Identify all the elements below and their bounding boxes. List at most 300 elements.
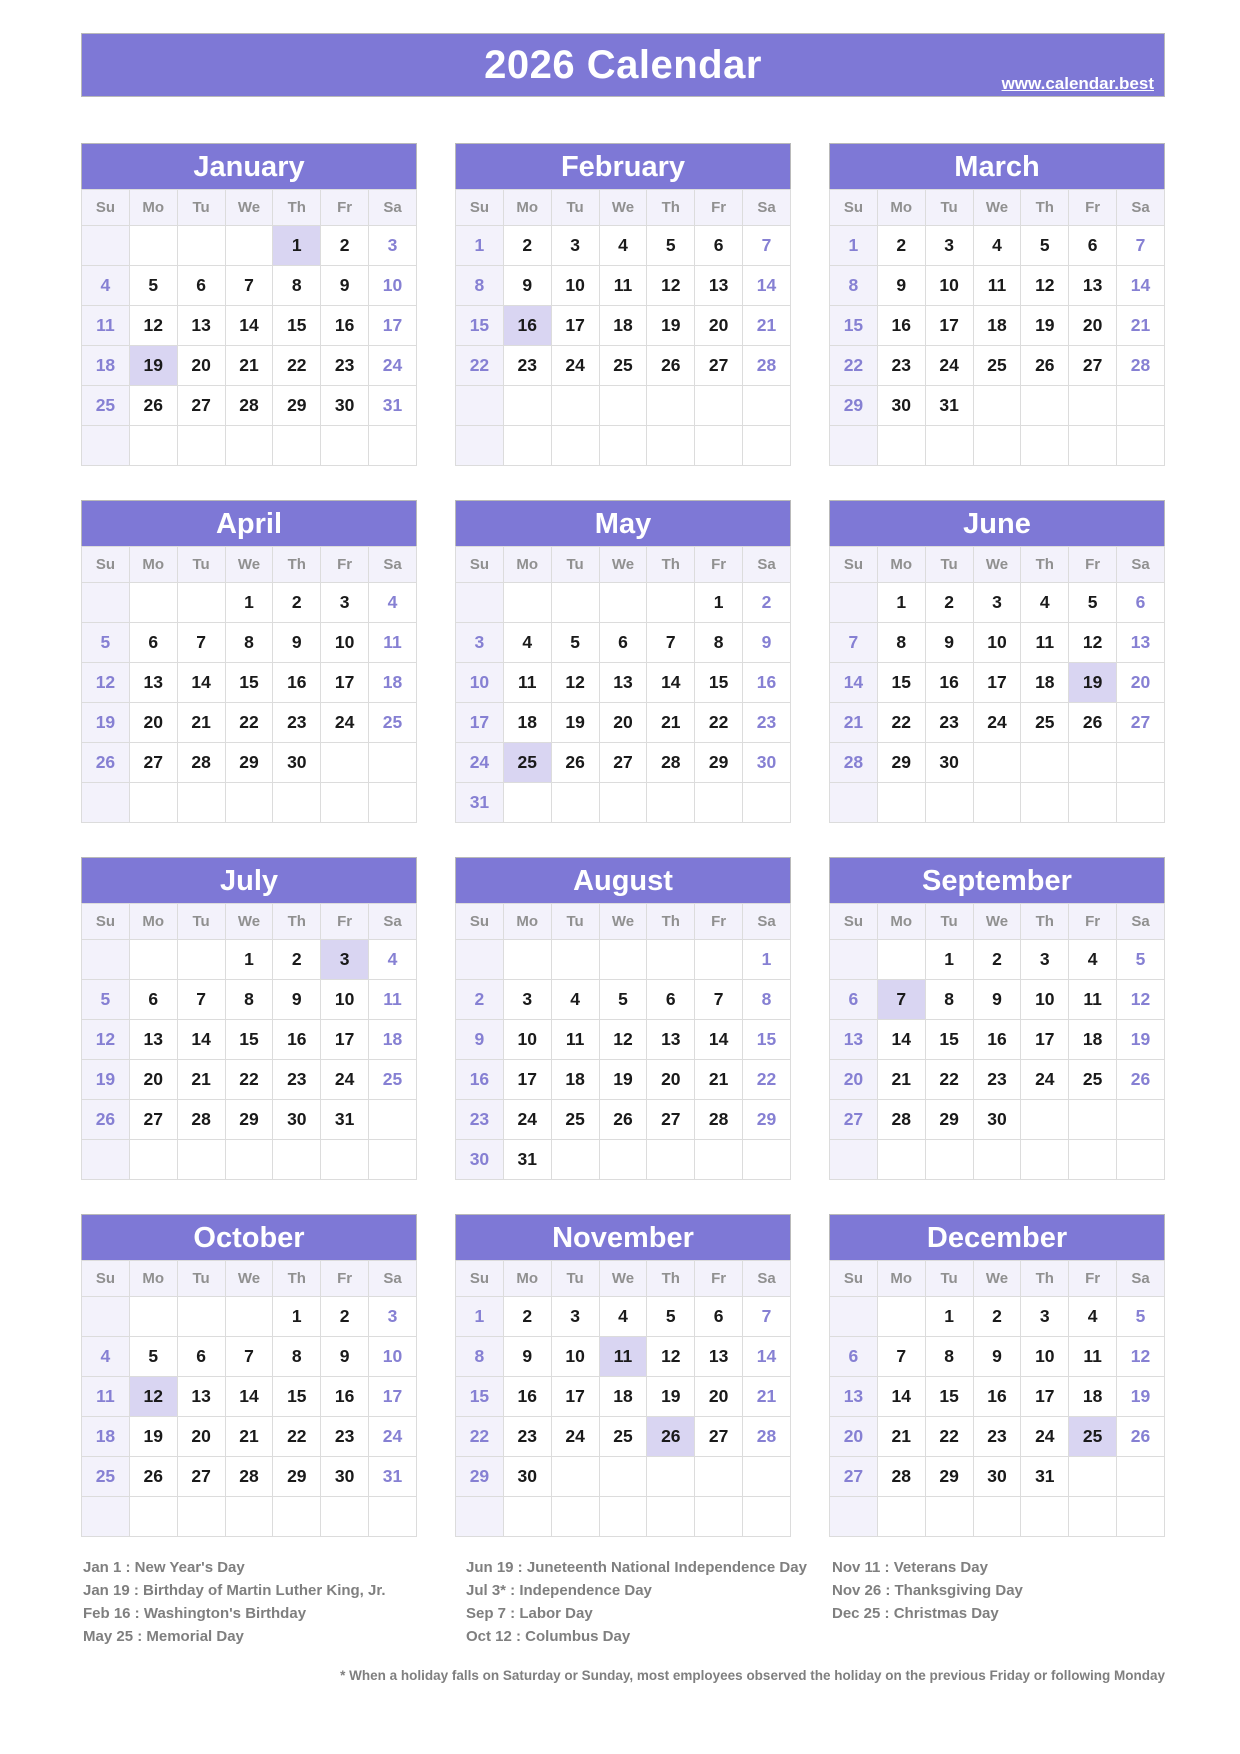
day-cell: 29 [225, 1100, 273, 1140]
day-cell: 21 [743, 306, 791, 346]
day-cell [273, 1497, 321, 1537]
day-cell [177, 1140, 225, 1180]
day-cell: 27 [647, 1100, 695, 1140]
day-cell: 3 [369, 226, 417, 266]
day-header: Fr [1069, 904, 1117, 940]
day-cell: 18 [599, 306, 647, 346]
day-cell [369, 783, 417, 823]
day-cell: 1 [456, 226, 504, 266]
day-cell: 13 [647, 1020, 695, 1060]
day-cell: 26 [1117, 1417, 1165, 1457]
day-header: Th [273, 1261, 321, 1297]
day-cell: 14 [225, 1377, 273, 1417]
day-cell: 16 [321, 1377, 369, 1417]
day-cell: 17 [551, 1377, 599, 1417]
day-cell [973, 386, 1021, 426]
day-cell [1069, 1140, 1117, 1180]
day-cell: 6 [695, 226, 743, 266]
day-cell [129, 583, 177, 623]
month-grid [81, 1260, 417, 1537]
day-cell [369, 1497, 417, 1537]
day-header: Tu [551, 547, 599, 583]
day-header: Su [82, 547, 130, 583]
day-cell: 2 [973, 940, 1021, 980]
day-cell: 4 [369, 940, 417, 980]
day-cell: 16 [273, 1020, 321, 1060]
day-cell: 1 [695, 583, 743, 623]
day-cell: 14 [177, 663, 225, 703]
day-cell: 6 [1069, 226, 1117, 266]
day-cell: 22 [877, 703, 925, 743]
day-cell: 17 [1021, 1377, 1069, 1417]
day-cell [1069, 386, 1117, 426]
day-cell: 16 [456, 1060, 504, 1100]
day-cell: 15 [877, 663, 925, 703]
day-cell: 30 [925, 743, 973, 783]
day-cell [82, 1140, 130, 1180]
day-cell [1117, 1497, 1165, 1537]
day-cell: 17 [503, 1060, 551, 1100]
day-cell: 18 [1069, 1377, 1117, 1417]
day-cell: 18 [1021, 663, 1069, 703]
day-cell: 3 [551, 226, 599, 266]
month-january [81, 143, 417, 466]
holiday-footnote: * When a holiday falls on Saturday or Sunday, most employees observed the holiday on the previous Friday or following Monday [340, 1668, 1165, 1683]
day-cell: 13 [129, 1020, 177, 1060]
day-header: Sa [743, 547, 791, 583]
day-header: Th [647, 190, 695, 226]
day-cell: 24 [551, 1417, 599, 1457]
day-cell: 10 [551, 1337, 599, 1377]
day-cell [456, 583, 504, 623]
day-cell: 27 [695, 346, 743, 386]
day-cell: 12 [82, 1020, 130, 1060]
day-cell [925, 783, 973, 823]
day-cell: 12 [129, 306, 177, 346]
day-cell: 12 [647, 266, 695, 306]
day-cell: 21 [830, 703, 878, 743]
day-cell: 30 [503, 1457, 551, 1497]
day-cell: 2 [321, 1297, 369, 1337]
day-cell: 20 [695, 1377, 743, 1417]
day-cell [743, 1497, 791, 1537]
day-header: Th [1021, 547, 1069, 583]
day-cell [225, 226, 273, 266]
day-cell: 8 [273, 1337, 321, 1377]
day-cell: 11 [503, 663, 551, 703]
day-header: Mo [503, 190, 551, 226]
holiday-entry: May 25 : Memorial Day [83, 1628, 244, 1645]
day-cell: 29 [273, 1457, 321, 1497]
day-cell: 24 [925, 346, 973, 386]
day-cell [273, 426, 321, 466]
day-cell: 29 [456, 1457, 504, 1497]
day-cell: 5 [551, 623, 599, 663]
day-cell: 30 [456, 1140, 504, 1180]
day-cell: 28 [225, 1457, 273, 1497]
day-cell: 13 [177, 306, 225, 346]
day-header: We [973, 547, 1021, 583]
day-cell [177, 1497, 225, 1537]
day-header: Sa [369, 1261, 417, 1297]
day-cell: 23 [743, 703, 791, 743]
day-cell: 30 [273, 743, 321, 783]
day-cell: 22 [225, 703, 273, 743]
day-header: Fr [695, 1261, 743, 1297]
day-header: Fr [695, 190, 743, 226]
day-cell: 21 [647, 703, 695, 743]
day-cell: 20 [129, 703, 177, 743]
day-header: Mo [877, 904, 925, 940]
day-cell [369, 1140, 417, 1180]
day-cell: 16 [321, 306, 369, 346]
day-header: Mo [503, 547, 551, 583]
day-cell: 20 [830, 1060, 878, 1100]
holiday-entry: Dec 25 : Christmas Day [832, 1605, 999, 1622]
day-cell: 15 [225, 1020, 273, 1060]
month-grid [829, 1260, 1165, 1537]
day-cell: 15 [456, 1377, 504, 1417]
day-cell: 4 [599, 1297, 647, 1337]
day-cell [695, 386, 743, 426]
day-cell [503, 783, 551, 823]
month-june [829, 500, 1165, 823]
day-header: Tu [551, 904, 599, 940]
day-cell: 13 [599, 663, 647, 703]
day-cell: 3 [925, 226, 973, 266]
day-cell [321, 743, 369, 783]
month-april [81, 500, 417, 823]
day-cell: 16 [273, 663, 321, 703]
holiday-entry: Jul 3* : Independence Day [466, 1582, 652, 1599]
day-cell [503, 583, 551, 623]
day-cell: 15 [743, 1020, 791, 1060]
day-cell: 24 [456, 743, 504, 783]
day-cell [551, 940, 599, 980]
holiday-day-cell: 12 [129, 1377, 177, 1417]
day-cell: 31 [369, 386, 417, 426]
day-cell: 18 [551, 1060, 599, 1100]
day-cell: 23 [456, 1100, 504, 1140]
day-header: Fr [321, 904, 369, 940]
day-cell: 17 [973, 663, 1021, 703]
day-cell: 1 [456, 1297, 504, 1337]
day-cell: 8 [830, 266, 878, 306]
day-cell [973, 1140, 1021, 1180]
day-cell: 28 [877, 1100, 925, 1140]
day-header: We [599, 190, 647, 226]
day-header: Fr [321, 547, 369, 583]
day-cell [177, 940, 225, 980]
day-cell: 10 [321, 623, 369, 663]
month-december [829, 1214, 1165, 1537]
month-grid [455, 189, 791, 466]
day-cell [321, 1497, 369, 1537]
day-cell: 6 [177, 266, 225, 306]
day-cell [503, 940, 551, 980]
day-cell [551, 1140, 599, 1180]
day-cell: 20 [599, 703, 647, 743]
day-cell: 26 [599, 1100, 647, 1140]
day-cell: 24 [369, 1417, 417, 1457]
day-cell: 9 [503, 266, 551, 306]
day-header: We [973, 1261, 1021, 1297]
day-cell: 30 [743, 743, 791, 783]
day-header: Fr [321, 190, 369, 226]
day-cell [177, 226, 225, 266]
day-cell: 18 [503, 703, 551, 743]
day-header: Th [647, 1261, 695, 1297]
day-cell: 20 [830, 1417, 878, 1457]
day-cell: 25 [369, 1060, 417, 1100]
day-cell: 30 [973, 1100, 1021, 1140]
day-cell: 7 [177, 980, 225, 1020]
day-cell [129, 1297, 177, 1337]
day-cell: 26 [1021, 346, 1069, 386]
day-cell: 21 [177, 703, 225, 743]
day-cell: 23 [273, 703, 321, 743]
day-cell: 6 [129, 623, 177, 663]
day-cell [225, 783, 273, 823]
day-cell: 15 [830, 306, 878, 346]
day-header: Mo [877, 547, 925, 583]
day-cell [647, 583, 695, 623]
day-cell: 7 [225, 1337, 273, 1377]
holiday-entry: Jan 19 : Birthday of Martin Luther King, Jr. [83, 1582, 386, 1599]
month-september [829, 857, 1165, 1180]
day-cell: 11 [1069, 980, 1117, 1020]
day-header: Tu [925, 190, 973, 226]
month-title: February [455, 143, 791, 189]
day-cell: 27 [1117, 703, 1165, 743]
day-cell: 3 [973, 583, 1021, 623]
day-cell: 2 [973, 1297, 1021, 1337]
day-cell [1117, 1457, 1165, 1497]
day-cell: 29 [925, 1457, 973, 1497]
month-title: March [829, 143, 1165, 189]
day-cell: 12 [1021, 266, 1069, 306]
day-cell: 14 [225, 306, 273, 346]
day-cell: 8 [225, 980, 273, 1020]
holiday-day-cell: 25 [503, 743, 551, 783]
day-cell: 28 [1117, 346, 1165, 386]
month-title: April [81, 500, 417, 546]
holiday-legend [83, 1556, 1167, 1648]
holiday-entry: Feb 16 : Washington's Birthday [83, 1605, 307, 1622]
day-cell [743, 783, 791, 823]
day-cell: 23 [973, 1060, 1021, 1100]
day-cell: 18 [599, 1377, 647, 1417]
day-cell: 2 [925, 583, 973, 623]
day-cell: 13 [129, 663, 177, 703]
day-cell [743, 1140, 791, 1180]
day-cell: 16 [503, 1377, 551, 1417]
day-cell: 8 [456, 1337, 504, 1377]
day-cell: 15 [695, 663, 743, 703]
month-grid [455, 903, 791, 1180]
day-cell: 19 [647, 306, 695, 346]
day-cell: 9 [925, 623, 973, 663]
day-cell [877, 783, 925, 823]
month-november [455, 1214, 791, 1537]
month-title: July [81, 857, 417, 903]
day-cell: 4 [503, 623, 551, 663]
day-cell: 24 [551, 346, 599, 386]
day-cell [177, 426, 225, 466]
day-cell [551, 1457, 599, 1497]
day-header: Fr [695, 547, 743, 583]
day-cell [695, 1457, 743, 1497]
day-cell: 1 [273, 1297, 321, 1337]
day-cell: 21 [695, 1060, 743, 1100]
day-cell: 31 [369, 1457, 417, 1497]
day-cell: 2 [321, 226, 369, 266]
day-cell: 23 [503, 1417, 551, 1457]
holiday-entry: Sep 7 : Labor Day [466, 1605, 593, 1622]
month-title: May [455, 500, 791, 546]
day-cell: 26 [1117, 1060, 1165, 1100]
day-cell: 8 [695, 623, 743, 663]
day-cell: 9 [321, 266, 369, 306]
day-cell: 9 [503, 1337, 551, 1377]
day-cell: 19 [82, 703, 130, 743]
day-cell: 19 [1117, 1377, 1165, 1417]
day-cell: 26 [82, 743, 130, 783]
day-header: Tu [925, 547, 973, 583]
day-cell: 22 [456, 1417, 504, 1457]
day-cell: 3 [1021, 940, 1069, 980]
day-cell: 21 [1117, 306, 1165, 346]
day-cell: 31 [456, 783, 504, 823]
day-header: Mo [129, 1261, 177, 1297]
day-cell: 8 [743, 980, 791, 1020]
day-cell: 21 [743, 1377, 791, 1417]
day-header: Su [456, 190, 504, 226]
day-header: Fr [1069, 1261, 1117, 1297]
day-header: Sa [369, 190, 417, 226]
day-header: Sa [1117, 1261, 1165, 1297]
day-cell [177, 1297, 225, 1337]
day-cell: 23 [503, 346, 551, 386]
holiday-column-3 [832, 1556, 1167, 1648]
day-header: Mo [129, 547, 177, 583]
day-cell: 30 [973, 1457, 1021, 1497]
day-cell: 4 [82, 266, 130, 306]
day-cell [647, 1497, 695, 1537]
day-cell: 31 [925, 386, 973, 426]
day-cell [647, 783, 695, 823]
day-cell: 13 [695, 1337, 743, 1377]
day-cell [925, 426, 973, 466]
day-cell: 9 [273, 623, 321, 663]
day-header: We [225, 904, 273, 940]
day-header: Tu [551, 190, 599, 226]
website-link[interactable]: www.calendar.best [1001, 74, 1154, 93]
day-cell: 15 [925, 1377, 973, 1417]
day-header: Th [273, 190, 321, 226]
holiday-day-cell: 26 [647, 1417, 695, 1457]
day-cell [82, 1297, 130, 1337]
day-cell: 5 [647, 226, 695, 266]
month-title: January [81, 143, 417, 189]
day-header: We [973, 190, 1021, 226]
day-cell: 29 [225, 743, 273, 783]
day-cell: 24 [1021, 1060, 1069, 1100]
holiday-entry: Jan 1 : New Year's Day [83, 1559, 245, 1576]
day-cell: 21 [877, 1060, 925, 1100]
day-cell: 22 [273, 346, 321, 386]
holiday-day-cell: 7 [877, 980, 925, 1020]
day-header: Sa [743, 904, 791, 940]
day-header: Su [82, 190, 130, 226]
day-cell [647, 426, 695, 466]
day-cell: 14 [830, 663, 878, 703]
day-cell: 17 [456, 703, 504, 743]
day-header: We [973, 904, 1021, 940]
day-cell: 9 [321, 1337, 369, 1377]
day-cell: 12 [1069, 623, 1117, 663]
day-cell: 1 [225, 583, 273, 623]
day-cell: 13 [830, 1020, 878, 1060]
day-cell: 1 [877, 583, 925, 623]
day-cell: 19 [1021, 306, 1069, 346]
day-cell: 4 [551, 980, 599, 1020]
month-march [829, 143, 1165, 466]
day-cell: 6 [647, 980, 695, 1020]
day-cell: 18 [82, 1417, 130, 1457]
day-cell: 25 [551, 1100, 599, 1140]
day-cell: 14 [877, 1377, 925, 1417]
day-cell: 24 [973, 703, 1021, 743]
day-header: Tu [925, 904, 973, 940]
day-cell: 5 [129, 1337, 177, 1377]
day-cell: 13 [695, 266, 743, 306]
day-cell [599, 1140, 647, 1180]
day-cell [743, 386, 791, 426]
day-cell [973, 743, 1021, 783]
day-header: We [225, 547, 273, 583]
day-cell: 17 [551, 306, 599, 346]
day-cell: 17 [321, 663, 369, 703]
day-cell: 9 [743, 623, 791, 663]
day-cell: 6 [695, 1297, 743, 1337]
day-cell: 22 [743, 1060, 791, 1100]
day-cell: 27 [177, 1457, 225, 1497]
day-cell: 6 [830, 1337, 878, 1377]
day-cell: 27 [129, 743, 177, 783]
day-cell [599, 426, 647, 466]
day-cell [743, 1457, 791, 1497]
day-cell [129, 226, 177, 266]
day-cell [551, 426, 599, 466]
holiday-column-1 [83, 1556, 466, 1648]
day-cell: 27 [599, 743, 647, 783]
month-february [455, 143, 791, 466]
day-cell [830, 1497, 878, 1537]
day-cell: 1 [925, 940, 973, 980]
day-cell: 9 [973, 980, 1021, 1020]
day-cell [695, 1140, 743, 1180]
day-cell [599, 940, 647, 980]
day-cell: 28 [225, 386, 273, 426]
day-cell: 4 [973, 226, 1021, 266]
day-cell: 20 [1117, 663, 1165, 703]
day-cell [973, 426, 1021, 466]
day-cell: 30 [877, 386, 925, 426]
day-cell: 7 [225, 266, 273, 306]
day-header: We [599, 904, 647, 940]
day-header: Mo [129, 190, 177, 226]
